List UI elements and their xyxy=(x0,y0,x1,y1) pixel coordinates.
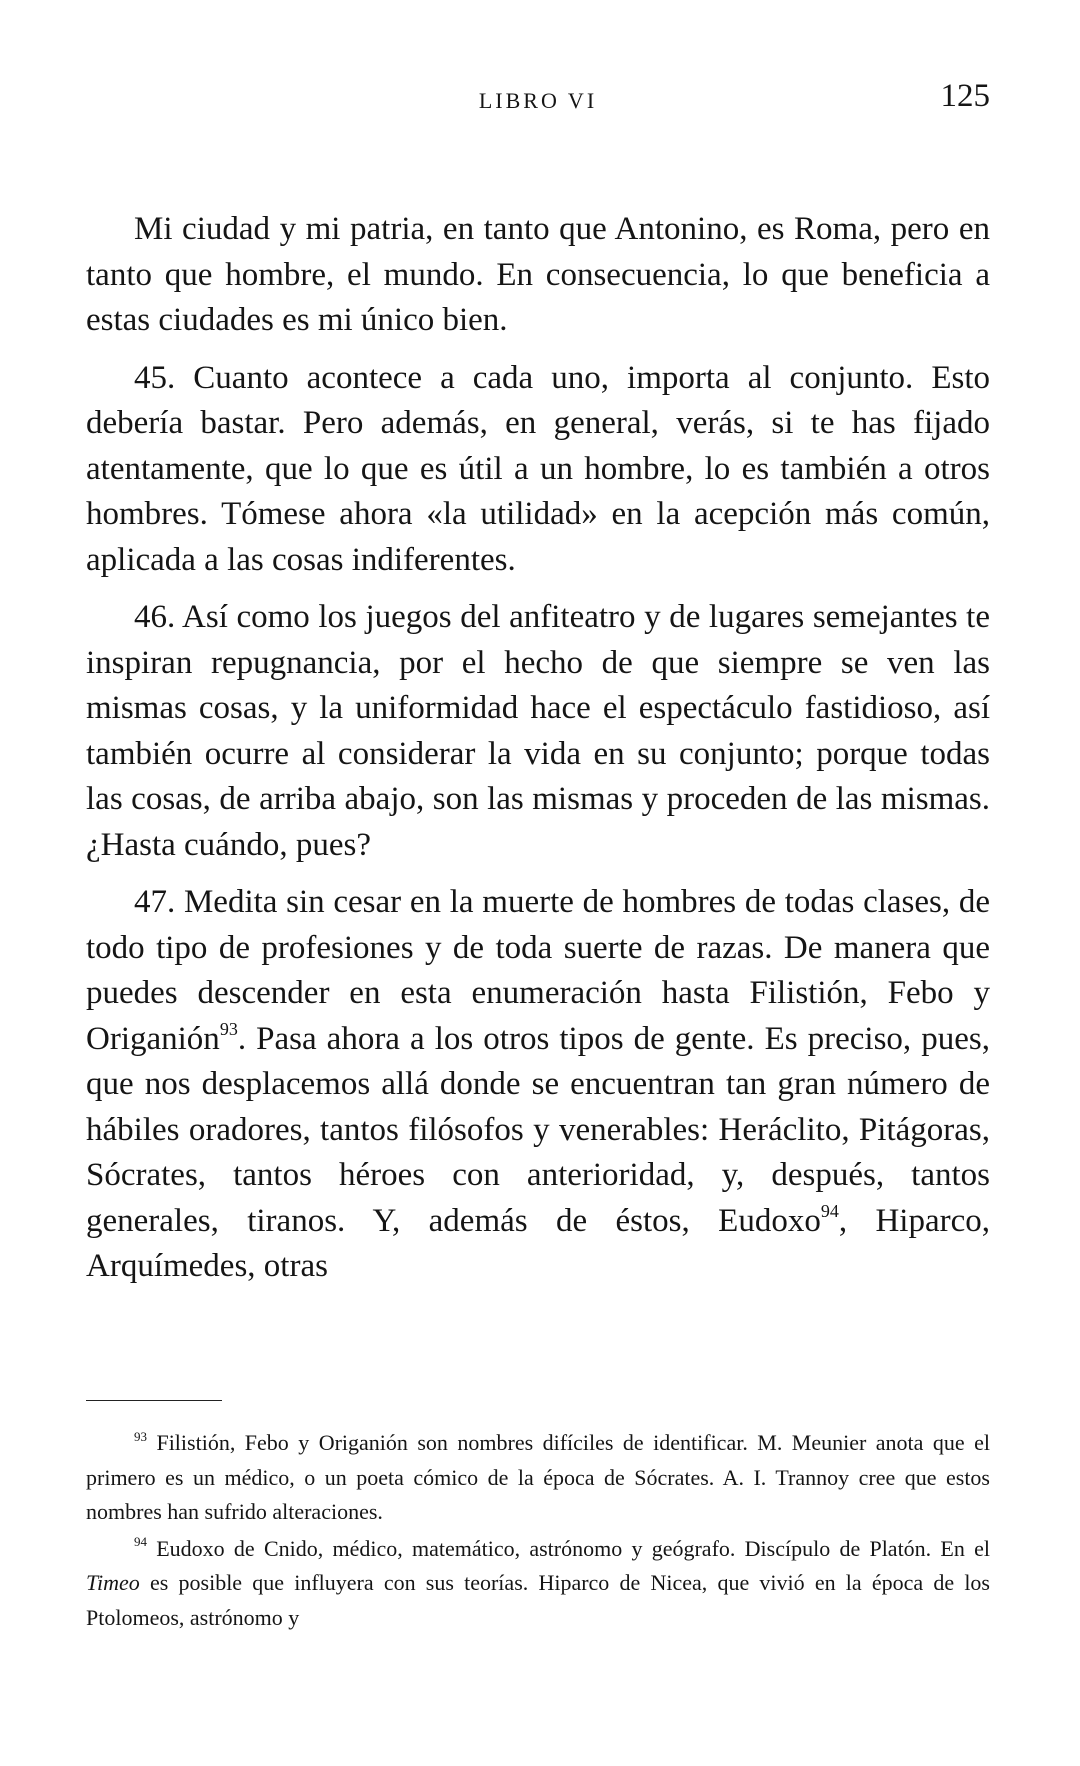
footnote-ref-93[interactable]: 93 xyxy=(219,1018,238,1039)
paragraph-47-text-b: . Pasa ahora a los otros tipos de gente. Es preciso, pues, que nos desplacemos allá donde se encuentran tan gran número de hábiles oradores, tantos filósofos y venerables: Heráclito, Pitágoras, Sócrates, tantos héroes con anterioridad, y, después, tantos generales, tiranos. Y, además de éstos, Eudoxo xyxy=(86,1020,990,1239)
running-title: LIBRO VI xyxy=(478,88,598,113)
paragraph-45: 45. Cuanto acontece a cada uno, importa al conjunto. Esto debería bastar. Pero además, en general, verás, si te has fijado atentamente, que lo que es útil a un hombre, lo es también a otros hombres. Tómese ahora «la utilidad» en la acepción más común, aplicada a las cosas indiferentes. xyxy=(86,359,990,578)
paragraph-47-text-c: , Hiparco, Arquímedes, otras xyxy=(86,1202,990,1284)
main-text xyxy=(86,207,990,1290)
book-page xyxy=(86,0,990,1766)
footnote-94 xyxy=(86,1532,990,1636)
running-header xyxy=(86,78,990,128)
footnote-93-text: Filistión, Febo y Origanión son nombres difíciles de identificar. M. Meunier anota que el primero es un médico, o un poeta cómico de la época de Sócrates. A. I. Trannoy cree que estos nombres han sufrido alteraciones. xyxy=(86,1430,990,1524)
paragraph-47-text-a: 47. Medita sin cesar en la muerte de hombres de todas clases, de todo tipo de profesiones y de toda suerte de razas. De manera que puedes descender en esta enumeración hasta Filistión, Febo y Origanión xyxy=(86,884,990,1057)
paragraph-47 xyxy=(86,880,990,1290)
footnote-mark-94: 94 xyxy=(134,1534,147,1550)
footnotes xyxy=(86,1426,990,1635)
footnote-94-italic-title: Timeo xyxy=(86,1570,140,1595)
footnote-94-text-b: es posible que influyera con sus teorías. Hiparco de Nicea, que vivió en la época de los Ptolomeos, astrónomo y xyxy=(86,1570,990,1630)
footnote-93 xyxy=(86,1426,990,1530)
page-number: 125 xyxy=(940,78,990,114)
footnote-94-text-a: Eudoxo de Cnido, médico, matemático, astrónomo y geógrafo. Discípulo de Platón. En el xyxy=(147,1535,990,1561)
footnote-divider xyxy=(86,1400,222,1401)
paragraph-continuation: Mi ciudad y mi patria, en tanto que Antonino, es Roma, pero en tanto que hombre, el mundo. En consecuencia, lo que beneficia a estas ciudades es mi único bien. xyxy=(86,211,990,338)
paragraph-46: 46. Así como los juegos del anfiteatro y de lugares semejantes te inspiran repugnancia, por el hecho de que siempre se ven las mismas cosas, y la uniformidad hace el espectáculo fastidioso, así también ocurre al considerar la vida en su conjunto; porque todas las cosas, de arriba abajo, son las mismas y proceden de las mismas. ¿Hasta cuándo, pues? xyxy=(86,599,990,863)
footnote-ref-94[interactable]: 94 xyxy=(820,1200,839,1221)
footnote-mark-93: 93 xyxy=(134,1428,147,1444)
